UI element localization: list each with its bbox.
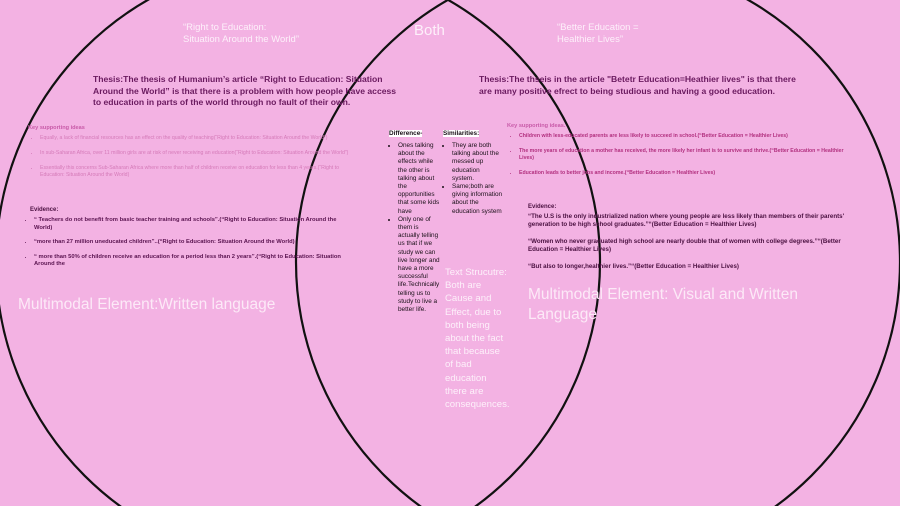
list-item: • “more than 27 million uneducated children”..(“Right to Education: Situation Around the World) — [34, 239, 352, 247]
right-key-ideas-title: Key supporting ideas. — [507, 123, 566, 129]
differences-title: Difference- — [389, 130, 423, 137]
list-item: • In sub-Saharan Africa, over 11 million girls are at risk of never receiving an education(“Right to Education: Situation Around the World”) — [40, 150, 358, 157]
list-item: • “ Teachers do not benefit from basic teacher training and schools”.(“Right to Education: Situation Around the World) — [34, 217, 352, 232]
list-item: • The more years of education a mother has received, the more likely her infant is to survive and thrive.(“Better Education = Healthier Lives) — [519, 148, 847, 162]
list-item: • “ more than 50% of children receive an education for a period less than 2 years”.(“Right to Education: Situation Around the — [34, 254, 352, 269]
similarities-title: Similarities: — [443, 130, 480, 137]
left-key-ideas-title: Key supporting ideas — [28, 125, 85, 131]
right-article-title: “Better Education = Healthier Lives” — [557, 22, 639, 45]
list-item: • Essentially this concerns Sub-Saharan Africa where more than half of children receive on education for less than 4 years.(“Right to Education: Situation Around the World) — [40, 165, 358, 179]
left-thesis: Thesis:The thesis of Humanium’s article “Right to Education: Situation Around the World” is that there is a problem with how people have access to education in parts of the world through no fault of their own. — [93, 74, 397, 107]
differences-box — [389, 122, 441, 314]
right-key-ideas — [507, 123, 847, 185]
right-thesis: Thesis:The thseis in the article "Betetr Education=Heathier lives" is that there are many positive efrect to being studious and having a good education. — [479, 74, 796, 96]
list-item: • Same;both are giving information about the education system — [452, 183, 503, 216]
evidence-item: “But also to longer,healthier lives.”“(Better Education = Healthier Lives) — [528, 263, 739, 270]
list-item: • Equally, a lack of financial resources has an effect on the quality of teaching(“Right to Education: Situation Around the World”) — [40, 135, 358, 142]
text-structure: Text Strucutre: Both are Cause and Effect, due to both being about the fact that because of bad education there are consequences. — [445, 267, 510, 411]
list-item: • Ones talking about the effects while the other is talking about the opportunities that some kids have — [398, 142, 441, 216]
list-item: • Education leads to better jobs and income.(“Better Education = Healthier Lives) — [519, 170, 847, 177]
both-label: Both — [414, 22, 445, 39]
right-evidence — [528, 204, 868, 280]
list-item: • They are both talking about the messed up education system. — [452, 142, 503, 183]
left-evidence-title: Evidence: — [30, 207, 59, 213]
right-multimodal-element: Multimodal Element: Visual and Written Language — [528, 286, 798, 323]
evidence-item: “The U.S is the only industrialized nation where young people are less likely than members of their parents' generation to be high school graduates.”“(Better Education = Healthier Lives) — [528, 213, 845, 228]
left-key-ideas — [28, 125, 358, 187]
left-multimodal-element: Multimodal Element:Written language — [18, 296, 276, 313]
similarities-box — [443, 122, 503, 216]
evidence-item: “Women who never graduated high school are nearly double that of women with college degrees.”“(Better Education = Healthier Lives) — [528, 238, 841, 253]
left-article-title: “Right to Education: Situation Around the World” — [183, 22, 300, 45]
list-item: • Children with less-educated parents are less likely to succeed in school.(“Better Education = Healthier Lives) — [519, 133, 847, 140]
left-evidence — [22, 207, 352, 276]
list-item: • Only one of them is actually telling us that if we study we can live longer and have a more successful life.Technically telling us to study to live a better life. — [398, 216, 441, 314]
right-evidence-title: Evidence: — [528, 204, 557, 210]
